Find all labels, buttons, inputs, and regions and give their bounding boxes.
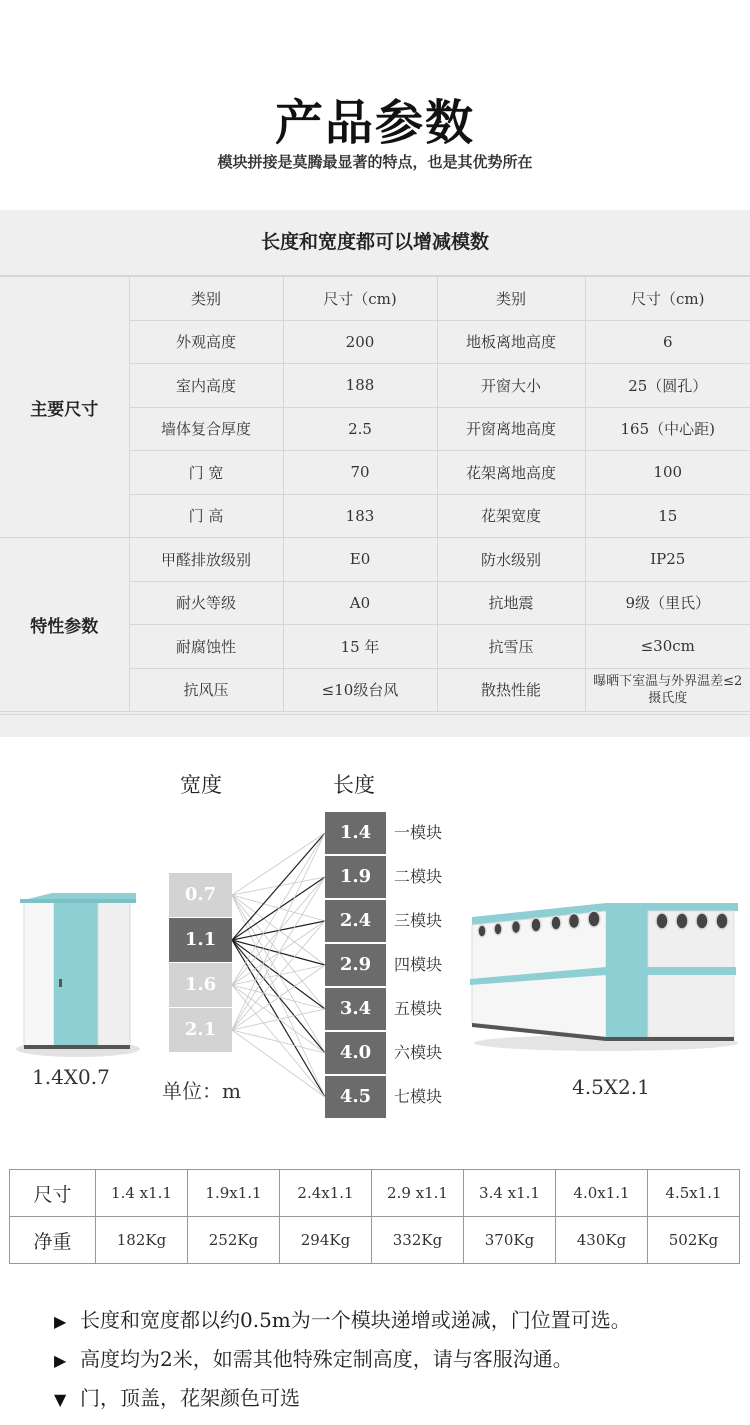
- column-header: 类别: [129, 277, 283, 321]
- page-title: 产品参数: [274, 95, 475, 151]
- width-box-active: 1.1: [169, 918, 232, 962]
- connector-line: [232, 985, 325, 1009]
- table-cell: 抗地震: [437, 581, 585, 625]
- table-cell: 25（圆孔）: [585, 364, 750, 408]
- table-cell: 花架离地高度: [437, 451, 585, 495]
- column-header: 尺寸（cm): [283, 277, 437, 321]
- table-cell: 100: [585, 451, 750, 495]
- table-cell: 2.5: [283, 407, 437, 451]
- length-header: 长度: [333, 773, 375, 797]
- table-cell: 开窗离地高度: [437, 407, 585, 451]
- table-cell: 散热性能: [437, 668, 585, 712]
- table-header-row: [0, 277, 750, 321]
- width-box: 0.7: [169, 873, 232, 917]
- table-cell: 防水级别: [437, 538, 585, 582]
- active-connector-line: [232, 940, 325, 1097]
- notes-list: [54, 1303, 744, 1420]
- module-label: 一模块: [394, 823, 443, 842]
- length-box: 4.5: [325, 1076, 386, 1118]
- table-cell: 15: [585, 494, 750, 538]
- module-label: 四模块: [394, 955, 443, 974]
- table-cell: A0: [283, 581, 437, 625]
- triangle-right-icon: ▶: [54, 1351, 67, 1370]
- unit-label: 单位：m: [162, 1079, 241, 1103]
- table-cell: 70: [283, 451, 437, 495]
- module-diagram: [0, 737, 750, 1157]
- spec-footer-band: [0, 714, 750, 737]
- width-header: 宽度: [180, 773, 222, 797]
- group-label: 特性参数: [0, 538, 129, 712]
- module-label: 六模块: [394, 1043, 443, 1062]
- large-unit-illustration: [466, 897, 741, 1057]
- table-cell: 9级（里氏）: [585, 581, 750, 625]
- group-label: 主要尺寸: [0, 277, 129, 538]
- table-cell: 地板离地高度: [437, 320, 585, 364]
- table-cell: 门 高: [129, 494, 283, 538]
- connector-line: [232, 833, 325, 1030]
- connector-line: [232, 985, 325, 1097]
- size-row: [10, 1170, 740, 1217]
- column-header: 尺寸（cm): [585, 277, 750, 321]
- table-cell: 耐火等级: [129, 581, 283, 625]
- triangle-right-icon: ▶: [54, 1312, 67, 1331]
- module-label: 五模块: [394, 999, 443, 1018]
- table-cell: 2.9 x1.1: [372, 1170, 464, 1217]
- table-cell: 15 年: [283, 625, 437, 669]
- table-cell: 430Kg: [556, 1217, 648, 1264]
- length-box: 3.4: [325, 988, 386, 1030]
- table-cell: 开窗大小: [437, 364, 585, 408]
- table-cell: 外观高度: [129, 320, 283, 364]
- module-label: 三模块: [394, 911, 443, 930]
- active-connector-line: [232, 940, 325, 1053]
- triangle-down-icon: ▼: [54, 1390, 67, 1409]
- table-cell: 332Kg: [372, 1217, 464, 1264]
- table-cell: 室内高度: [129, 364, 283, 408]
- note-item: [54, 1303, 744, 1342]
- table-cell: ≤10级台风: [283, 668, 437, 712]
- length-box: 2.9: [325, 944, 386, 986]
- large-unit-caption: 4.5X2.1: [572, 1075, 650, 1099]
- table-cell: E0: [283, 538, 437, 582]
- table-cell: 花架宽度: [437, 494, 585, 538]
- table-cell: 4.0x1.1: [556, 1170, 648, 1217]
- table-cell: 182Kg: [96, 1217, 188, 1264]
- table-cell: 4.5x1.1: [648, 1170, 740, 1217]
- module-label: 二模块: [394, 867, 443, 886]
- table-cell: 183: [283, 494, 437, 538]
- active-connector-line: [232, 940, 325, 965]
- connector-line: [232, 833, 325, 985]
- length-box: 4.0: [325, 1032, 386, 1074]
- table-cell: 墙体复合厚度: [129, 407, 283, 451]
- table-cell: 1.4 x1.1: [96, 1170, 188, 1217]
- table-cell: 3.4 x1.1: [464, 1170, 556, 1217]
- table-row: [0, 538, 750, 582]
- table-cell: 抗雪压: [437, 625, 585, 669]
- small-unit-illustration: [14, 887, 144, 1062]
- table-cell: 370Kg: [464, 1217, 556, 1264]
- note-text: 门，顶盖，花架颜色可选: [80, 1386, 300, 1410]
- small-unit-caption: 1.4X0.7: [32, 1065, 110, 1089]
- connector-line: [232, 1009, 325, 1030]
- column-header: 类别: [437, 277, 585, 321]
- table-cell: 曝晒下室温与外界温差≤2摄氏度: [585, 668, 750, 712]
- table-cell: 200: [283, 320, 437, 364]
- length-box: 2.4: [325, 900, 386, 942]
- connector-line: [232, 877, 325, 1030]
- length-box: 1.9: [325, 856, 386, 898]
- table-cell: 耐腐蚀性: [129, 625, 283, 669]
- table-cell: IP25: [585, 538, 750, 582]
- table-cell: 294Kg: [280, 1217, 372, 1264]
- row-header: 净重: [10, 1217, 96, 1264]
- table-cell: ≤30cm: [585, 625, 750, 669]
- table-cell: 502Kg: [648, 1217, 740, 1264]
- table-cell: 2.4x1.1: [280, 1170, 372, 1217]
- spec-heading: 长度和宽度都可以增减模数: [0, 210, 750, 276]
- table-cell: 165（中心距): [585, 407, 750, 451]
- weight-table: [9, 1169, 740, 1264]
- connector-line: [232, 1030, 325, 1053]
- table-cell: 6: [585, 320, 750, 364]
- note-text: 长度和宽度都以约0.5m为一个模块递增或递减，门位置可选。: [80, 1308, 631, 1332]
- width-box: 1.6: [169, 963, 232, 1007]
- table-cell: 1.9x1.1: [188, 1170, 280, 1217]
- page-subtitle: 模块拼接是莫腾最显著的特点，也是其优势所在: [217, 153, 533, 171]
- note-item: [54, 1342, 744, 1381]
- table-cell: 252Kg: [188, 1217, 280, 1264]
- length-box: 1.4: [325, 812, 386, 854]
- table-cell: 甲醛排放级别: [129, 538, 283, 582]
- row-header: 尺寸: [10, 1170, 96, 1217]
- connector-line: [232, 1030, 325, 1097]
- spec-table: [0, 276, 750, 712]
- table-cell: 188: [283, 364, 437, 408]
- note-text: 高度均为2米，如需其他特殊定制高度，请与客服沟通。: [80, 1347, 573, 1371]
- module-label: 七模块: [394, 1087, 443, 1106]
- table-cell: 门 宽: [129, 451, 283, 495]
- spec-section: [0, 210, 750, 737]
- width-box: 2.1: [169, 1008, 232, 1052]
- weight-row: [10, 1217, 740, 1264]
- note-item: [54, 1381, 744, 1420]
- table-cell: 抗风压: [129, 668, 283, 712]
